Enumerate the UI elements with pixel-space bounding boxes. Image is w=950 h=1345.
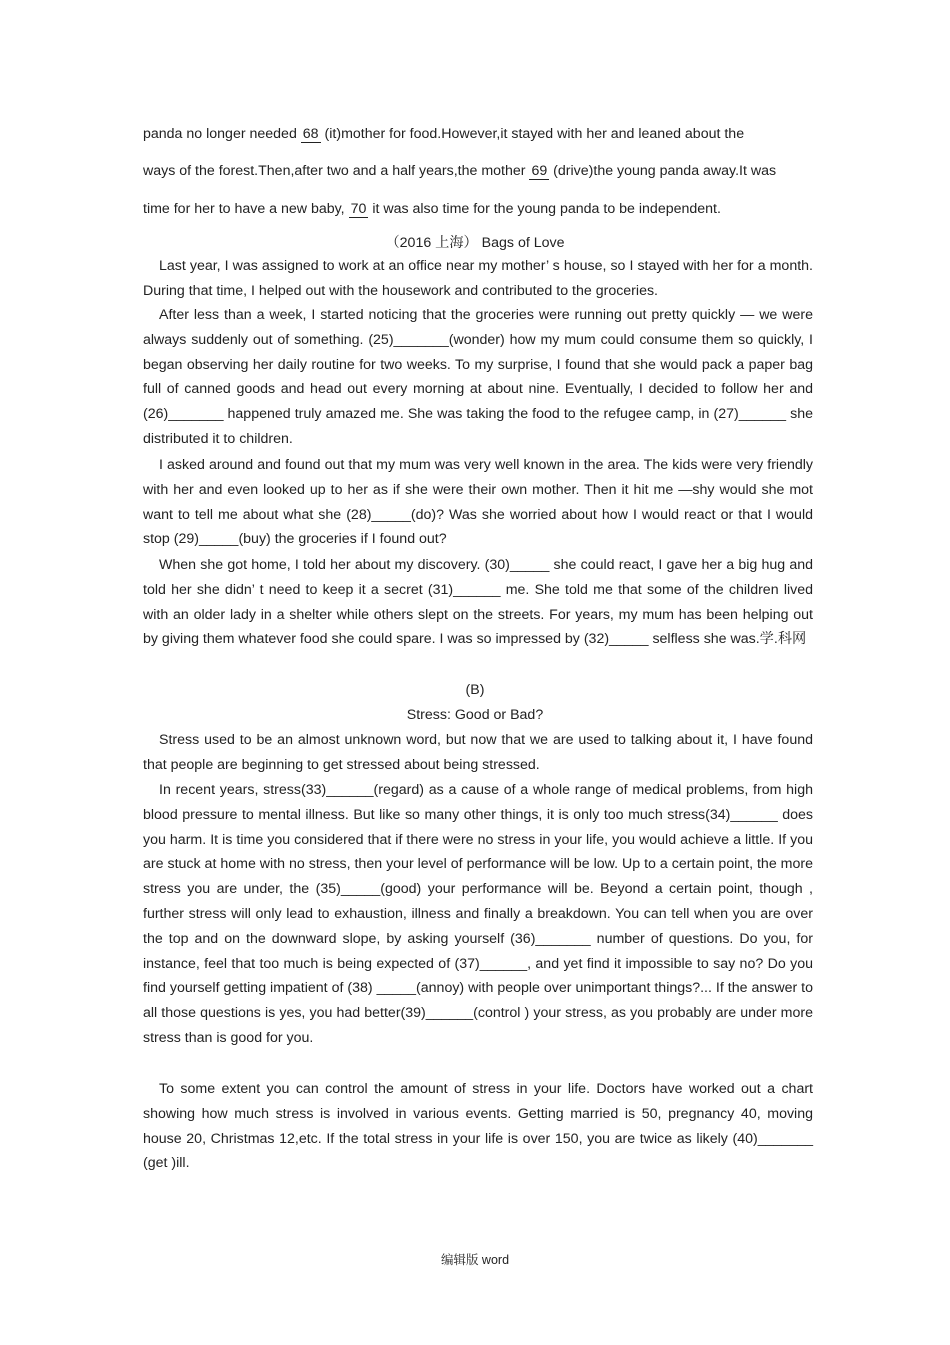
section-a-paragraph-3: I asked around and found out that my mum was very well known in the area. The kids were very friendly with her and even looked up to her as if she were their own mother. Then it hit me —shy would she mot want to tell me about what she (28)_____(do)? Was she worried about how I would react or that I would stop (29)_____(buy) the groceries if I found out? bbox=[143, 457, 813, 548]
section-a-paragraph-2: After less than a week, I started noticing that the groceries were running out pretty quickly — we were always suddenly out of something. (25)_______(wonder) how my mum could consume them so quickly, I began observing her daily routine for two weeks. To my surprise, I found that she would pack a paper bag full of canned goods and head out every morning at about nine. Eventually, I decided to follow her and (26)_______ happened truly amazed me. She was taking the food to the refugee camp, in (27)______ she distributed it to children. bbox=[143, 307, 813, 447]
text: it was also time for the young panda to be independent. bbox=[372, 201, 721, 217]
top-line-3 bbox=[143, 201, 721, 218]
section-b-title: Stress: Good or Bad? bbox=[406, 707, 544, 723]
text: ways of the forest.Then,after two and a half years,the mother bbox=[143, 163, 526, 179]
section-b-paragraph-2: In recent years, stress(33)______(regard) as a cause of a whole range of medical problems, from high blood pressure to mental illness. But like so many other things, it is only too much stress(34)______ does you harm. It is time you considered that if there were no stress in your life, you would achieve a little. If you are stuck at home with no stress, then your level of performance will be low. Up to a certain point, the more stress you are under, the (35)_____(good) your performance will be. Beyond a certain point, though , further stress will only lead to exhaustion, illness and finally a breakdown. You can tell when you are over the top and on the downward slope, by asking yourself (36)_______ number of questions. Do you, for instance, feel that too much is being expected of (37)______, and yet find it impossible to say no? Do you find yourself getting impatient of (38) _____(annoy) with people over unimportant things?... If the answer to all those questions is yes, you had better(39)______(control ) your stress, as you probably are under more stress than is good for you. bbox=[143, 782, 813, 1046]
answer-blank-68: 68 bbox=[302, 126, 319, 142]
section-b-paragraph-3: To some extent you can control the amount of stress in your life. Doctors have worked out a chart showing how much stress is involved in various events. Getting married is 50, pregnancy 40, moving house 20, Christmas 12,etc. If the total stress in your life is over 150, you are twice as likely (40)_______ (get )ill. bbox=[143, 1081, 813, 1172]
section-b-label: (B) bbox=[465, 682, 485, 698]
section-a-paragraph-4: When she got home, I told her about my discovery. (30)_____ she could react, I gave her a big hug and told her she didn’ t need to keep it a secret (31)______ me. She told me that some of the children lived with an older lady in a shelter while others slept on the streets. For years, my mum has been helping out by giving them whatever food she could spare. I was so impressed by (32)_____ selfless she was.学.科网 bbox=[143, 557, 813, 648]
text: panda no longer needed bbox=[143, 126, 297, 142]
top-line-1 bbox=[143, 126, 744, 143]
text: time for her to have a new baby, bbox=[143, 201, 345, 217]
answer-blank-70: 70 bbox=[350, 201, 367, 217]
section-b-paragraph-1: Stress used to be an almost unknown word, but now that we are used to talking about it, I have found that people are beginning to get stressed about being stressed. bbox=[143, 732, 813, 773]
section-a-paragraph-1: Last year, I was assigned to work at an office near my mother’ s house, so I stayed with her for a month. During that time, I helped out with the housework and contributed to the groceries. bbox=[143, 258, 813, 299]
text: (it)mother for food.However,it stayed with her and leaned about the bbox=[324, 126, 745, 142]
answer-blank-69: 69 bbox=[531, 163, 548, 179]
top-line-2 bbox=[143, 163, 776, 180]
section-a-title: （2016 上海） Bags of Love bbox=[385, 235, 565, 251]
text: (drive)the young panda away.It was bbox=[553, 163, 777, 179]
footer: 编辑版 word bbox=[440, 1253, 510, 1267]
